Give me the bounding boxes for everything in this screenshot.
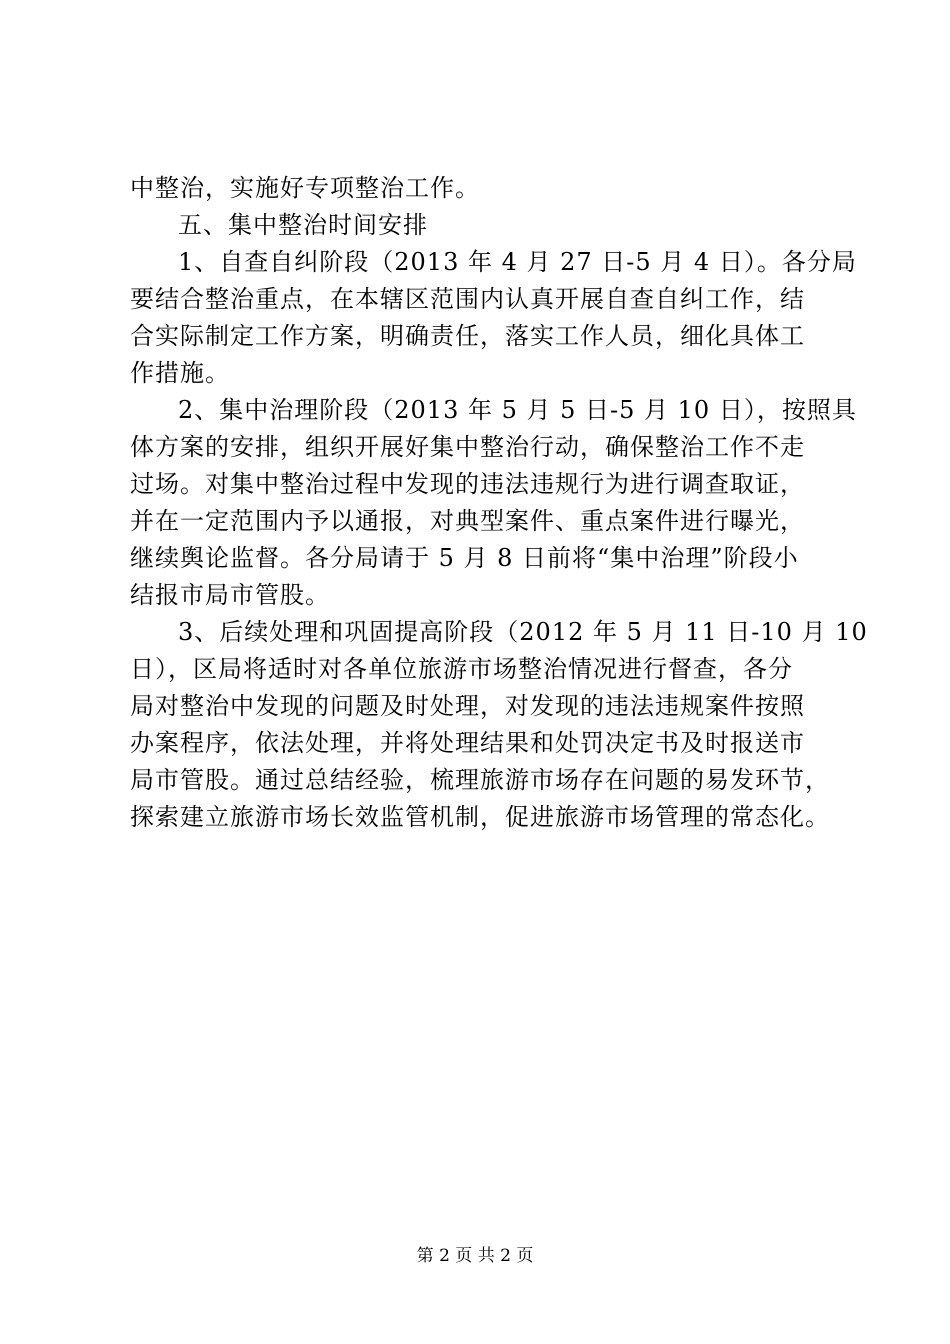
paragraph-line: 合实际制定工作方案，明确责任，落实工作人员，细化具体工 bbox=[130, 322, 805, 350]
paragraph-line: 3、后续处理和巩固提高阶段（2012 年 5 月 11 日-10 月 10 bbox=[178, 618, 868, 646]
section-heading: 五、集中整治时间安排 bbox=[178, 211, 428, 239]
paragraph-line: 结报市局市管股。 bbox=[130, 581, 330, 609]
paragraph-line: 体方案的安排，组织开展好集中整治行动，确保整治工作不走 bbox=[130, 433, 805, 461]
paragraph-line: 2、集中治理阶段（2013 年 5 月 5 日-5 月 10 日），按照具 bbox=[178, 396, 857, 424]
paragraph-line: 探索建立旅游市场长效监管机制，促进旅游市场管理的常态化。 bbox=[130, 803, 830, 831]
document-body bbox=[130, 170, 868, 836]
paragraph-line: 1、自查自纠阶段（2013 年 4 月 27 日-5 月 4 日）。各分局 bbox=[178, 248, 857, 276]
paragraph-line: 要结合整治重点，在本辖区范围内认真开展自查自纠工作，结 bbox=[130, 285, 805, 313]
paragraph-line: 办案程序，依法处理，并将处理结果和处罚决定书及时报送市 bbox=[130, 729, 805, 757]
paragraph-line: 过场。对集中整治过程中发现的违法违规行为进行调查取证， bbox=[130, 470, 805, 498]
paragraph-line: 中整治，实施好专项整治工作。 bbox=[130, 174, 480, 202]
paragraph-line: 局对整治中发现的问题及时处理，对发现的违法违规案件按照 bbox=[130, 692, 805, 720]
paragraph-line: 并在一定范围内予以通报，对典型案件、重点案件进行曝光， bbox=[130, 507, 805, 535]
paragraph-line: 日），区局将适时对各单位旅游市场整治情况进行督查，各分 bbox=[130, 655, 793, 683]
paragraph-line: 局市管股。通过总结经验，梳理旅游市场存在问题的易发环节， bbox=[130, 766, 830, 794]
paragraph-line: 继续舆论监督。各分局请于 5 月 8 日前将“集中治理”阶段小 bbox=[130, 544, 799, 572]
paragraph-line: 作措施。 bbox=[130, 359, 230, 387]
page-footer: 第 2 页 共 2 页 bbox=[416, 1246, 534, 1266]
